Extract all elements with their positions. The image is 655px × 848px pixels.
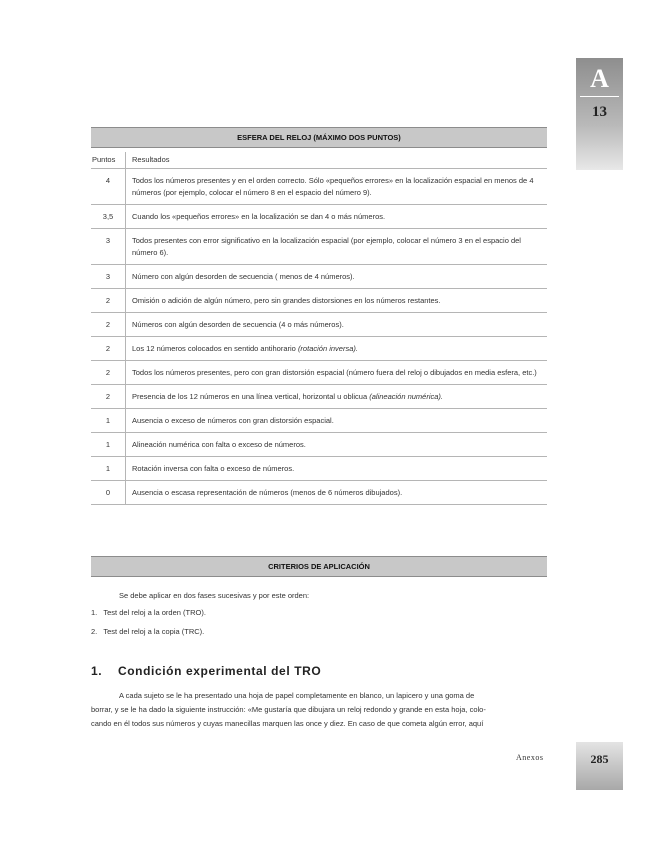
table-row xyxy=(91,229,547,265)
points-cell: 2 xyxy=(91,337,126,361)
section-title: Condición experimental del TRO xyxy=(117,664,322,678)
table-row xyxy=(91,457,547,481)
table-title: ESFERA DEL RELOJ (MÁXIMO DOS PUNTOS) xyxy=(91,127,547,148)
result-text: Cuando los «pequeños errores» en la localización se dan 4 o más números. xyxy=(132,212,386,221)
chapter-divider xyxy=(580,96,619,97)
points-cell: 3 xyxy=(91,265,126,289)
results-header: Resultados xyxy=(126,152,548,169)
table-body xyxy=(91,169,547,505)
chapter-number: 13 xyxy=(592,104,607,120)
table-row xyxy=(91,409,547,433)
table-header-row xyxy=(91,152,547,169)
criteria-item-text: Test del reloj a la orden (TRO). xyxy=(103,608,206,617)
criteria-item-text: Test del reloj a la copia (TRC). xyxy=(103,627,205,636)
table-row xyxy=(91,337,547,361)
points-cell: 3,5 xyxy=(91,205,126,229)
chapter-tab xyxy=(576,58,623,170)
points-cell: 1 xyxy=(91,409,126,433)
result-cell xyxy=(126,361,548,385)
result-text: Ausencia o escasa representación de números (menos de 6 números dibujados). xyxy=(132,488,403,497)
points-cell: 2 xyxy=(91,313,126,337)
result-cell xyxy=(126,385,548,409)
result-text: Los 12 números colocados en sentido antihorario xyxy=(132,344,298,353)
section-heading xyxy=(91,664,321,678)
criteria-item-1 xyxy=(91,607,206,619)
result-text: Todos los números presentes, pero con gran distorsión espacial (número fuera del reloj o dibujados en media esfera, etc.) xyxy=(132,368,537,377)
result-cell xyxy=(126,289,548,313)
points-cell: 2 xyxy=(91,385,126,409)
points-cell: 1 xyxy=(91,433,126,457)
result-text: Números con algún desorden de secuencia (4 o más números). xyxy=(132,320,344,329)
points-cell: 0 xyxy=(91,481,126,505)
scoring-table xyxy=(91,152,547,505)
result-text: Todos los números presentes y en el orden correcto. Sólo «pequeños errores» en la localización espacial en menos de 4 números (por ejemplo, colocar el número 8 en el espacio del número 9). xyxy=(132,176,534,197)
result-cell xyxy=(126,229,548,265)
paragraph-line: A cada sujeto se le ha presentado una hoja de papel completamente en blanco, un lapicero y una goma de xyxy=(119,691,475,700)
result-cell xyxy=(126,205,548,229)
result-cell xyxy=(126,457,548,481)
table-row xyxy=(91,385,547,409)
result-text: Número con algún desorden de secuencia ( menos de 4 números). xyxy=(132,272,355,281)
result-text: Presencia de los 12 números en una línea vertical, horizontal u oblicua xyxy=(132,392,370,401)
page-number: 285 xyxy=(590,752,609,766)
page-number-tab xyxy=(576,742,623,790)
result-cell xyxy=(126,337,548,361)
table-row xyxy=(91,313,547,337)
result-cell xyxy=(126,313,548,337)
result-cell xyxy=(126,433,548,457)
criteria-item-number: 1. xyxy=(91,608,98,617)
points-cell: 2 xyxy=(91,289,126,313)
criteria-item-number: 2. xyxy=(91,627,98,636)
paragraph-line: borrar, y se le ha dado la siguiente instrucción: «Me gustaría que dibujara un reloj redondo y grande en esta hoja, colo- xyxy=(91,705,486,714)
result-italic-text: (rotación inversa). xyxy=(297,344,358,353)
footer-label: Anexos xyxy=(516,753,544,762)
result-cell xyxy=(126,265,548,289)
table-row xyxy=(91,169,547,205)
result-cell xyxy=(126,481,548,505)
criteria-intro: Se debe aplicar en dos fases sucesivas y por este orden: xyxy=(119,591,310,600)
table-row xyxy=(91,481,547,505)
table-row xyxy=(91,205,547,229)
table-row xyxy=(91,361,547,385)
points-cell: 1 xyxy=(91,457,126,481)
result-text: Alineación numérica con falta o exceso de números. xyxy=(132,440,306,449)
result-text: Rotación inversa con falta o exceso de números. xyxy=(132,464,295,473)
paragraph-line: cando en él todos sus números y cuyas manecillas marquen las once y diez. En caso de que cometa algún error, aquí xyxy=(91,719,484,728)
table-row xyxy=(91,433,547,457)
result-text: Omisión o adición de algún número, pero sin grandes distorsiones en los números restantes. xyxy=(132,296,441,305)
criteria-title: CRITERIOS DE APLICACIÓN xyxy=(91,556,547,577)
points-cell: 4 xyxy=(91,169,126,205)
table-row xyxy=(91,265,547,289)
points-cell: 3 xyxy=(91,229,126,265)
table-row xyxy=(91,289,547,313)
result-text: Todos presentes con error significativo en la localización espacial (por ejemplo, colocar el número 3 en el espacio del número 6). xyxy=(132,236,521,257)
result-text: Ausencia o exceso de números con gran distorsión espacial. xyxy=(132,416,334,425)
criteria-item-2 xyxy=(91,626,204,638)
result-cell xyxy=(126,169,548,205)
section-number: 1. xyxy=(91,664,103,678)
chapter-letter: A xyxy=(590,64,609,93)
points-cell: 2 xyxy=(91,361,126,385)
points-header: Puntos xyxy=(91,152,126,169)
section-paragraph xyxy=(91,689,547,731)
result-cell xyxy=(126,409,548,433)
result-italic-text: (alineación numérica). xyxy=(369,392,444,401)
